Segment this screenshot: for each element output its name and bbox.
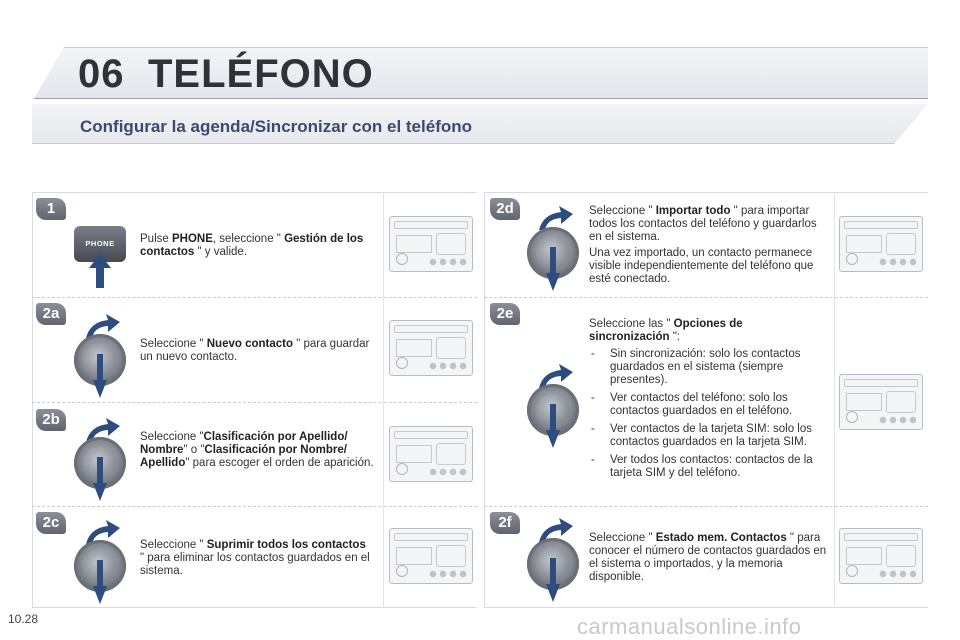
radio-panel-illustration (389, 528, 473, 584)
radio-panel-illustration (389, 320, 473, 376)
step-badge: 2d (490, 198, 520, 220)
radio-panel-illustration (389, 216, 473, 272)
step-2b-text: Seleccione "Clasificación por Apellido/ Nombre" o "Clasificación por Nombre/ Apellido" para escoger el orden de aparición. (140, 431, 374, 469)
rotary-knob-icon (74, 334, 126, 386)
chapter-number: 06 (78, 52, 125, 96)
step-2d-note: Una vez importado, un contacto permanece visible independientemente del teléfono que esté conectado. (589, 247, 814, 285)
step-badge: 2f (490, 512, 520, 534)
radio-panel-illustration (839, 374, 923, 430)
step-badge: 2c (36, 512, 66, 534)
rotary-knob-icon (74, 540, 126, 592)
column-divider (834, 192, 835, 608)
watermark: carmanualsonline.info (577, 614, 802, 639)
step-2d-text: Seleccione " Importar todo " para importar todos los contactos del teléfono y guardarlos en el sistema. (589, 205, 817, 243)
row-divider (484, 297, 928, 298)
step-2e-text: Seleccione las " Opciones de sincronización ": (589, 318, 743, 343)
step-badge: 2e (490, 303, 520, 325)
list-item: - Ver contactos de la tarjeta SIM: solo los contactos guardados en la tarjeta SIM. (589, 423, 831, 449)
chapter-title: TELÉFONO (148, 52, 374, 96)
step-2c-text: Seleccione " Suprimir todos los contactos " para eliminar los contactos guardados en el sistema. (140, 539, 370, 577)
page-number: 10.28 (8, 612, 39, 626)
rotary-knob-icon (74, 437, 126, 489)
rotary-knob-icon (527, 227, 579, 279)
section-title: Configurar la agenda/Sincronizar con el teléfono (80, 117, 473, 136)
row-divider (484, 506, 928, 507)
step-2f-text: Seleccione " Estado mem. Contactos " para conocer el número de contactos guardados en el sistema o importados, y la memoria disponible. (589, 532, 827, 583)
radio-panel-illustration (839, 528, 923, 584)
row-divider (32, 506, 477, 507)
press-arrow-icon (89, 254, 111, 288)
step-badge: 2a (36, 303, 66, 325)
rotary-knob-icon (527, 384, 579, 436)
list-item: - Ver todos los contactos: contactos de la tarjeta SIM y del teléfono. (589, 454, 831, 480)
list-item: - Sin sincronización: solo los contactos guardados en el sistema (siempre presentes). (589, 348, 831, 387)
rotary-knob-icon (527, 538, 579, 590)
column-divider (383, 192, 384, 608)
step-badge: 2b (36, 409, 66, 431)
phone-button-icon: PHONE (74, 226, 126, 262)
step-badge: 1 (36, 198, 66, 220)
sync-options-list (589, 348, 831, 485)
radio-panel-illustration (389, 426, 473, 482)
row-divider (32, 297, 477, 298)
radio-panel-illustration (839, 216, 923, 272)
step-1-text: Pulse PHONE, seleccione " Gestión de los contactos " y valide. (140, 233, 364, 258)
row-divider (32, 402, 477, 403)
list-item: - Ver contactos del teléfono: solo los contactos guardados en el teléfono. (589, 392, 831, 418)
step-2a-text: Seleccione " Nuevo contacto " para guardar un nuevo contacto. (140, 338, 370, 363)
